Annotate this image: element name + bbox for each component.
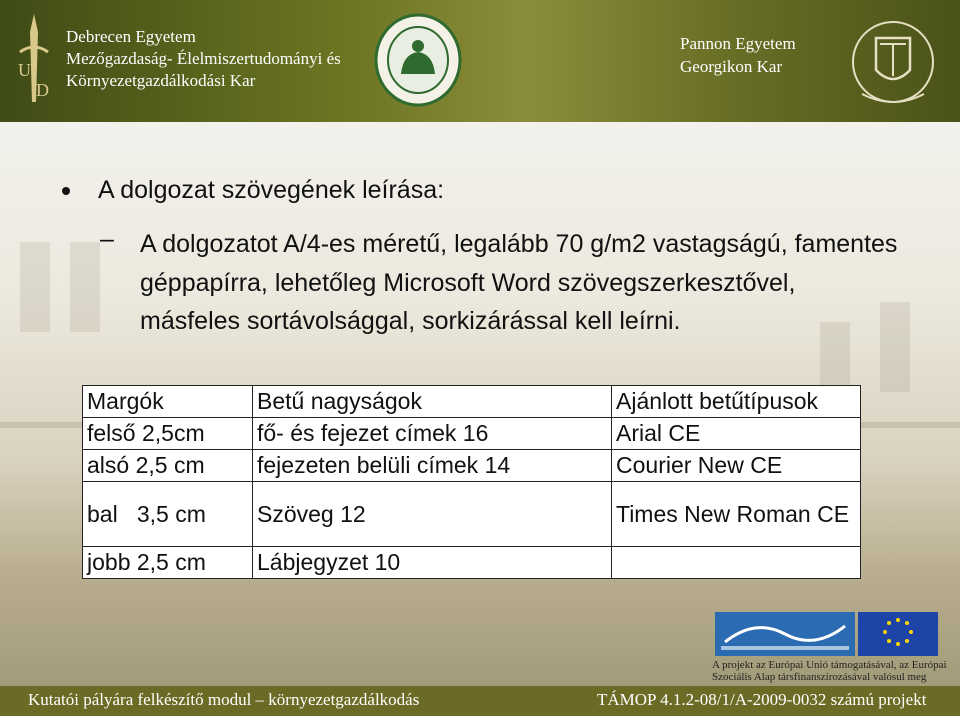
table-header-row (83, 386, 861, 418)
table-cell (612, 547, 861, 579)
eu-note-line: A projekt az Európai Unió támogatásával, az Európai (712, 659, 947, 671)
table-cell: fő- és fejezet címek 16 (253, 418, 612, 450)
table-header-cell: Margók (83, 386, 253, 418)
sub-bullet-dash: – (100, 225, 114, 253)
table-cell: bal 3,5 cm (83, 482, 253, 547)
footer-bar (0, 686, 960, 716)
right-institution-line: Pannon Egyetem (680, 34, 796, 53)
pannon-crest-icon (848, 14, 938, 110)
footer-right-text: TÁMOP 4.1.2-08/1/A-2009-0032 számú projekt (597, 690, 927, 709)
table-cell: Arial CE (612, 418, 861, 450)
left-institution-line: Debrecen Egyetem (66, 27, 196, 46)
table-cell: jobb 2,5 cm (83, 547, 253, 579)
left-institution (66, 26, 341, 92)
table-cell: alsó 2,5 cm (83, 450, 253, 482)
left-institution-line: Környezetgazdálkodási Kar (66, 71, 256, 90)
svg-text:U: U (18, 60, 31, 80)
table-row (83, 547, 861, 579)
faculty-seal-icon (373, 12, 463, 108)
eu-support-note (712, 659, 947, 683)
table-cell: Lábjegyzet 10 (253, 547, 612, 579)
table-cell: felső 2,5cm (83, 418, 253, 450)
table-cell: fejezeten belüli címek 14 (253, 450, 612, 482)
table-header-cell: Ajánlott betűtípusok (612, 386, 861, 418)
bullet-dot-icon (62, 187, 70, 195)
table-cell: Times New Roman CE (612, 482, 861, 547)
header-band (0, 0, 960, 122)
table-cell: Szöveg 12 (253, 482, 612, 547)
table-header-cell: Betű nagyságok (253, 386, 612, 418)
main-bullet-text: A dolgozat szövegének leírása: (98, 176, 445, 204)
right-institution (680, 32, 796, 78)
table-cell: Courier New CE (612, 450, 861, 482)
formatting-table (82, 385, 861, 579)
uj-magyarorszag-logo-icon (715, 612, 855, 656)
svg-text:D: D (36, 80, 49, 100)
left-institution-line: Mezőgazdaság- Élelmiszertudományi és (66, 49, 341, 68)
table-row (83, 418, 861, 450)
debrecen-logo-icon (14, 12, 54, 108)
footer-left-text: Kutatói pályára felkészítő modul – környezetgazdálkodás (28, 690, 420, 709)
eu-note-line: Szociális Alap társfinanszírozásával valósul meg (712, 671, 927, 683)
eu-flag-icon (858, 612, 938, 656)
right-institution-line: Georgikon Kar (680, 57, 783, 76)
sub-bullet-text: A dolgozatot A/4-es méretű, legalább 70 g/m2 vastagságú, famentes géppapírra, lehetőleg Microsoft Word szövegszerkesztővel, másfeles sortávolsággal, sorkizárással kell leírni. (140, 230, 898, 335)
table-row (83, 450, 861, 482)
table-row (83, 482, 861, 547)
